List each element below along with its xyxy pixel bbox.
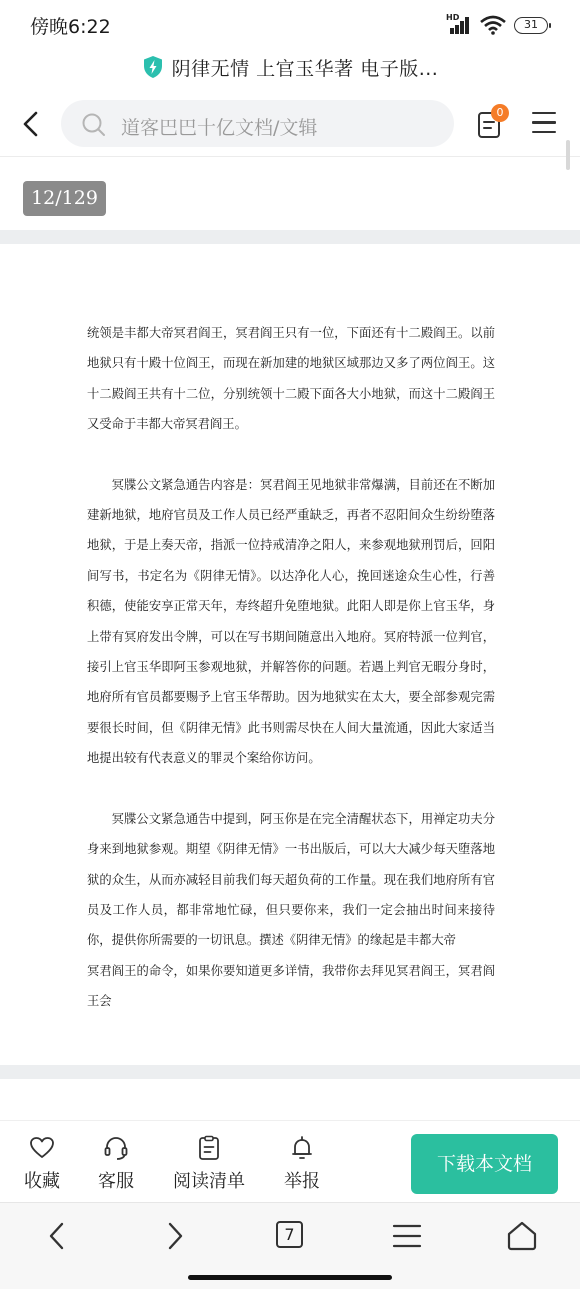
- report-button[interactable]: [280, 1135, 324, 1195]
- paragraph: 冥牒公文紧急通告中提到，阿玉你是在完全清醒状态下，用禅定功夫分身来到地狱参观。期望《阴律无情》一书出版后，可以大大减少每天堕落地狱的众生，从而亦减轻目前我们每天超负荷的工作量。现在我们地府所有官员及工作人员，都非常地忙碌，但只要你来，我们一定会抽出时间来接待你，提供你所需要的一切讯息。撰述《阴律无情》的缘起是丰都大帝: [87, 811, 495, 948]
- search-input[interactable]: [61, 100, 454, 147]
- page-title-row: [0, 50, 580, 84]
- reading-list-label: 阅读清单: [173, 1171, 245, 1192]
- nav-divider: [0, 156, 580, 157]
- doc-list-badge: 0: [491, 104, 509, 122]
- home-icon[interactable]: [505, 1219, 539, 1253]
- reading-list-button[interactable]: [170, 1135, 248, 1195]
- shield-icon: [142, 55, 164, 79]
- heart-icon: [29, 1135, 55, 1161]
- service-label: 客服: [98, 1171, 134, 1192]
- report-label: 举报: [284, 1171, 320, 1192]
- tabs-button[interactable]: 7: [276, 1221, 303, 1248]
- browser-back-icon[interactable]: [40, 1219, 74, 1253]
- scrollbar[interactable]: [566, 140, 570, 170]
- headset-icon: [103, 1135, 129, 1161]
- status-icons: [446, 14, 548, 36]
- favorite-button[interactable]: [20, 1135, 64, 1195]
- search-icon: [81, 112, 107, 138]
- page-counter: 12/129: [23, 181, 106, 216]
- page-separator-top: [0, 230, 580, 244]
- signal-icon: [446, 13, 472, 34]
- paragraph: 统领是丰都大帝冥君阎王，冥君阎王只有一位，下面还有十二殿阎王。以前地狱只有十殿十位阎王，而现在新加建的地狱区域那边又多了两位阎王。这十二殿阎王共有十二位，分别统领十二殿下面各大小地狱，而这十二殿阎王又受命于丰都大帝冥君阎王。: [87, 326, 495, 432]
- page-separator-bottom: [0, 1065, 580, 1079]
- bell-icon: [289, 1135, 315, 1161]
- battery-icon: 31: [514, 17, 548, 34]
- download-button[interactable]: 下载本文档: [411, 1134, 558, 1194]
- browser-toolbar: [0, 1202, 580, 1289]
- browser-forward-icon[interactable]: [158, 1219, 192, 1253]
- nav-bar: [0, 96, 580, 152]
- paragraph: 冥牒公文紧急通告内容是：冥君阎王见地狱非常爆满，目前还在不断加建新地狱，地府官员及工作人员已经严重缺乏，再者不忍阳间众生纷纷堕落地狱，于是上奏天帝，指派一位持戒清净之阳人，来参观地狱刑罚后，回阳间写书，书定名为《阴律无情》。以达净化人心，挽回迷途众生心性，行善积德，使能安享正常天年，寿终超升免堕地狱。此阳人即是你上官玉华，身上带有冥府发出令牌，可以在写书期间随意出入地府。冥府特派一位判官，接引上官玉华即阿玉参观地狱，并解答你的问题。若遇上判官无暇分身时，地府所有官员都要赐予上官玉华帮助。因为地狱实在太大，要全部参观完需要很长时间，但《阴律无情》此书则需尽快在人间大量流通，因此大家适当地提出较有代表意义的罪灵个案给你访问。: [87, 477, 495, 766]
- action-bar: [0, 1120, 580, 1202]
- status-time: 傍晚6:22: [30, 16, 111, 38]
- menu-icon[interactable]: [532, 112, 558, 134]
- wifi-icon: [480, 15, 506, 35]
- clipboard-icon: [196, 1135, 222, 1161]
- browser-menu-icon[interactable]: [390, 1219, 424, 1253]
- status-bar: [0, 0, 580, 48]
- network-label: HD: [446, 13, 460, 22]
- document-text: [87, 318, 495, 1017]
- back-icon[interactable]: [16, 106, 46, 142]
- service-button[interactable]: [94, 1135, 138, 1195]
- search-placeholder: 道客巴巴十亿文档/文辑: [121, 117, 318, 139]
- home-indicator[interactable]: [188, 1275, 392, 1280]
- page-title: 阴律无情 上官玉华著 电子版...: [171, 57, 439, 80]
- paragraph: 冥君阎王的命令，如果你要知道更多详情，我带你去拜见冥君阎王，冥君阎王会: [87, 963, 495, 1009]
- favorite-label: 收藏: [24, 1171, 60, 1192]
